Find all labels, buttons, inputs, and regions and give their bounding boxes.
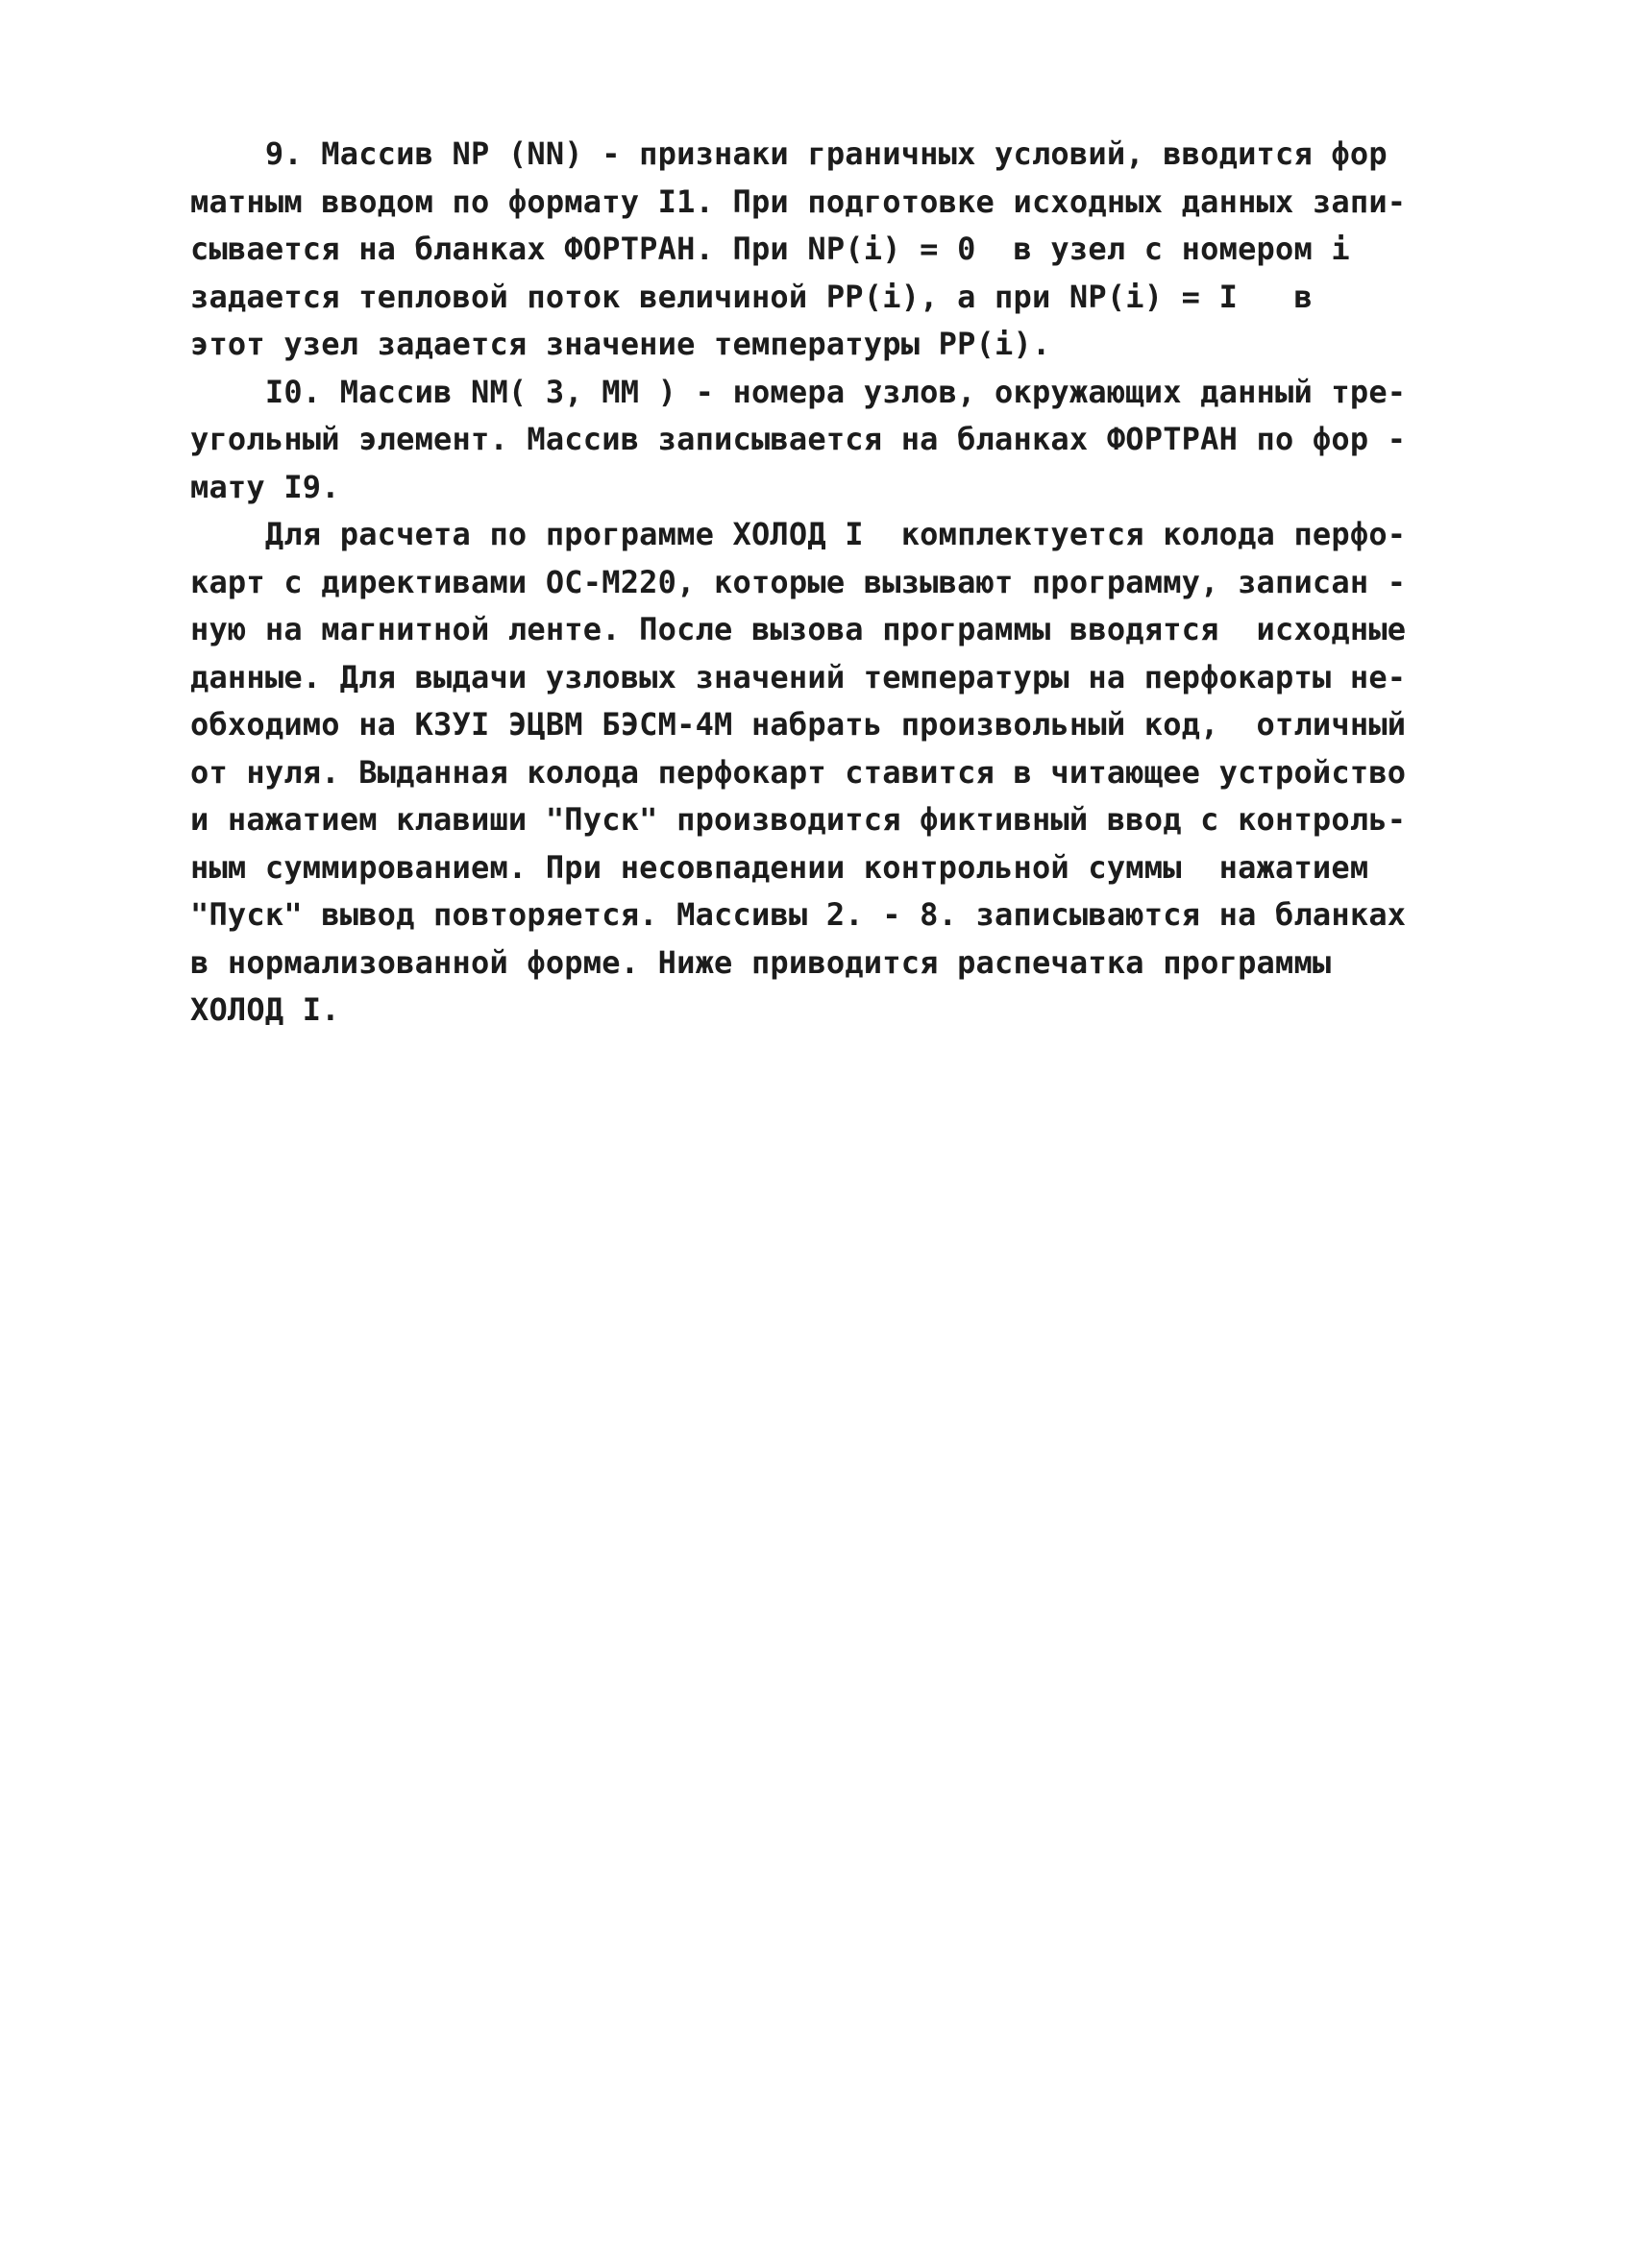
text-line: 9. Массив NP (NN) - признаки граничных условий, вводится фор	[190, 135, 1388, 172]
text-line: обходимо на КЗУI ЭЦВМ БЭСМ-4М набрать произвольный код, отличный	[190, 706, 1407, 743]
text-line: матным вводом по формату I1. При подготовке исходных данных запи-	[190, 183, 1407, 220]
text-line: карт с директивами ОС-М220, которые вызывают программу, записан -	[190, 563, 1407, 600]
text-line: мату I9.	[190, 468, 340, 505]
text-line: "Пуск" вывод повторяется. Массивы 2. - 8. записываются на бланках	[190, 896, 1407, 933]
text-line: данные. Для выдачи узловых значений температуры на перфокарты не-	[190, 658, 1407, 695]
text-line: угольный элемент. Массив записывается на бланках ФОРТРАН по фор -	[190, 421, 1407, 457]
text-line: Для расчета по программе ХОЛОД I комплектуется колода перфо-	[190, 516, 1407, 552]
text-line: сывается на бланках ФОРТРАН. При NP(i) = 0 в узел с номером i	[190, 231, 1350, 267]
text-line: в нормализованной форме. Ниже приводится распечатка программы	[190, 943, 1332, 981]
text-line: I0. Массив NM( 3, MM ) - номера узлов, окружающих данный тре-	[190, 373, 1407, 410]
text-line: ХОЛОД I.	[190, 991, 340, 1028]
text-line: ным суммированием. При несовпадении контрольной суммы нажатием	[190, 848, 1369, 886]
text-line: этот узел задается значение температуры PP(i).	[190, 326, 1051, 362]
text-line: задается тепловой поток величиной PP(i), а при NP(i) = I в	[190, 278, 1313, 315]
text-line: и нажатием клавиши "Пуск" производится фиктивный ввод с контроль-	[190, 801, 1407, 838]
text-line: от нуля. Выданная колода перфокарт ставится в читающее устройство	[190, 753, 1407, 791]
text-line: ную на магнитной ленте. После вызова программы вводятся исходные	[190, 611, 1407, 647]
document-text	[190, 131, 1468, 1035]
